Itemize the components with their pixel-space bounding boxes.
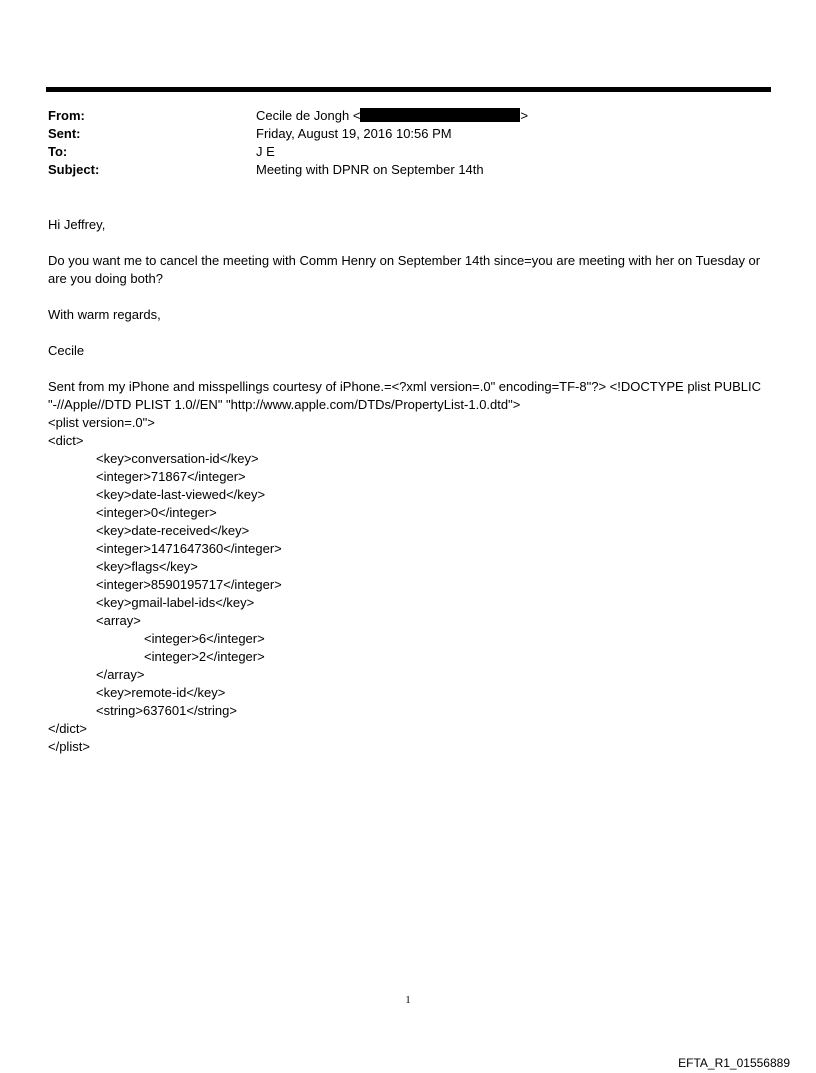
page-number: 1 [405, 994, 411, 1006]
email-header [48, 107, 768, 179]
xml-line: </plist> [48, 739, 90, 754]
from-row [48, 107, 768, 125]
sent-from-footer: Sent from my iPhone and misspellings courtesy of iPhone.=<?xml version=.0" encoding=TF-8"?> <!DOCTYPE plist PUBLIC "-//Apple//DTD PLIST 1.0//EN" "http://www.apple.com/DTDs/PropertyList-1.0.dtd"> [48, 379, 762, 412]
xml-line: <key>date-last-viewed</key> [96, 487, 266, 502]
xml-line: <key>date-received</key> [96, 523, 250, 538]
xml-line: <integer>71867</integer> [96, 469, 246, 484]
message-paragraph: Do you want me to cancel the meeting with Comm Henry on September 14th since=you are meeting with her on Tuesday or are you doing both? [48, 253, 761, 286]
to-label: To: [48, 144, 68, 159]
to-row [48, 143, 768, 161]
xml-line: <plist version=.0"> [48, 415, 155, 430]
xml-line: <dict> [48, 433, 84, 448]
plist-block [48, 414, 778, 756]
sender-bracket-close: > [520, 108, 529, 123]
from-value [256, 107, 768, 125]
xml-line: <key>gmail-label-ids</key> [96, 595, 255, 610]
document-id: EFTA_R1_01556889 [678, 1056, 790, 1070]
xml-line: <key>remote-id</key> [96, 685, 226, 700]
sent-label: Sent: [48, 126, 81, 141]
greeting: Hi Jeffrey, [48, 217, 106, 232]
redacted-email-address [360, 108, 520, 122]
sender-name: Cecile de Jongh < [256, 108, 361, 123]
xml-line: <array> [96, 613, 141, 628]
xml-line: <integer>8590195717</integer> [96, 577, 282, 592]
header-rule [46, 87, 771, 92]
xml-line: <integer>6</integer> [144, 631, 265, 646]
subject-row [48, 161, 768, 179]
email-body [48, 216, 778, 756]
xml-line: </array> [96, 667, 145, 682]
xml-line: <string>637601</string> [96, 703, 237, 718]
sent-value: Friday, August 19, 2016 10:56 PM [256, 126, 452, 141]
to-value: J E [256, 144, 275, 159]
subject-label: Subject: [48, 162, 100, 177]
xml-line: <integer>1471647360</integer> [96, 541, 282, 556]
xml-line: <key>conversation-id</key> [96, 451, 259, 466]
xml-line: <integer>0</integer> [96, 505, 217, 520]
from-label: From: [48, 108, 85, 123]
sent-row [48, 125, 768, 143]
closing: With warm regards, [48, 307, 161, 322]
subject-value: Meeting with DPNR on September 14th [256, 162, 484, 177]
xml-line: <key>flags</key> [96, 559, 198, 574]
signature: Cecile [48, 343, 85, 358]
xml-line: <integer>2</integer> [144, 649, 265, 664]
xml-line: </dict> [48, 721, 88, 736]
